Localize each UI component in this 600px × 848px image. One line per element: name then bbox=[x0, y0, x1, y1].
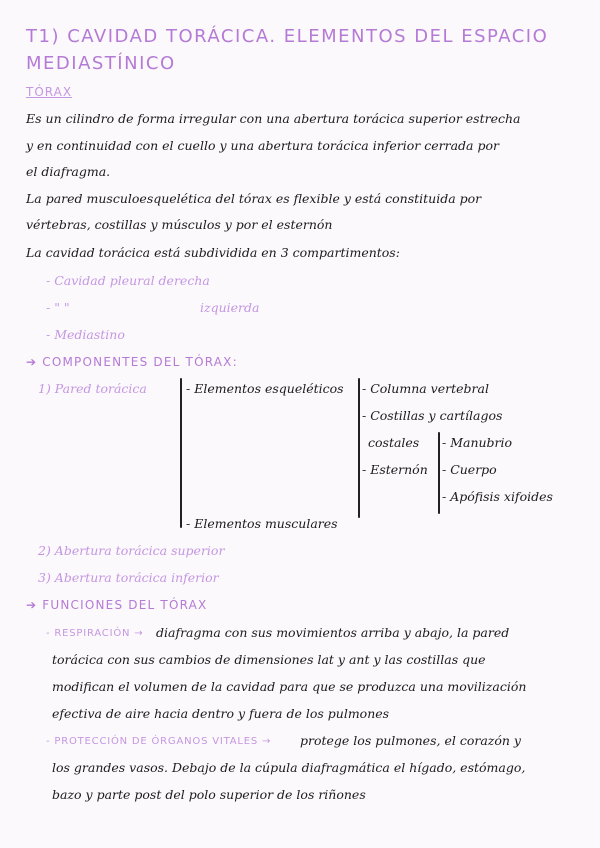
compartment-2-side: izquierda bbox=[200, 300, 260, 315]
respiracion-line-3: modifican el volumen de la cavidad para que se produzca una movilización bbox=[52, 679, 527, 694]
brace-pared bbox=[180, 378, 182, 528]
title-line-2: MEDIASTÍNICO bbox=[26, 53, 176, 74]
respiracion-line-1: diafragma con sus movimientos arriba y abajo, la pared bbox=[156, 625, 510, 640]
abertura-superior: 2) Abertura torácica superior bbox=[38, 543, 225, 558]
abertura-inferior: 3) Abertura torácica inferior bbox=[38, 570, 219, 585]
compartment-3: - Mediastino bbox=[46, 327, 125, 342]
apofisis-xifoides: - Apófisis xifoides bbox=[442, 489, 553, 504]
columna-vertebral: - Columna vertebral bbox=[362, 381, 489, 396]
intro-line-6: La cavidad torácica está subdividida en 3 compartimentos: bbox=[26, 245, 400, 260]
intro-line-3: el diafragma. bbox=[26, 164, 111, 179]
costales: costales bbox=[368, 435, 420, 450]
title-line-1: T1) CAVIDAD TORÁCICA. ELEMENTOS DEL ESPACIO bbox=[26, 26, 549, 47]
funciones-heading-text: FUNCIONES DEL TÓRAX bbox=[42, 598, 208, 612]
elementos-musculares: - Elementos musculares bbox=[186, 516, 338, 531]
compartment-2-ditto: - " " bbox=[46, 300, 70, 315]
intro-line-1: Es un cilindro de forma irregular con una abertura torácica superior estrecha bbox=[26, 111, 521, 126]
componentes-heading bbox=[26, 356, 238, 368]
respiracion-line-4: efectiva de aire hacia dentro y fuera de los pulmones bbox=[52, 706, 390, 721]
proteccion-line-3: bazo y parte post del polo superior de los riñones bbox=[52, 787, 366, 802]
proteccion-label: - PROTECCIÓN DE ÓRGANOS VITALES → bbox=[46, 736, 272, 747]
funciones-heading bbox=[26, 599, 207, 611]
respiracion-label: - RESPIRACIÓN → bbox=[46, 628, 144, 639]
torax-heading: TÓRAX bbox=[26, 85, 73, 99]
manubrio: - Manubrio bbox=[442, 435, 513, 450]
elementos-esqueleticos: - Elementos esqueléticos bbox=[186, 381, 344, 396]
proteccion-line-2: los grandes vasos. Debajo de la cúpula diafragmática el hígado, estómago, bbox=[52, 760, 526, 775]
brace-esqueleticos bbox=[358, 378, 360, 518]
cuerpo: - Cuerpo bbox=[442, 462, 497, 477]
compartment-1: - Cavidad pleural derecha bbox=[46, 273, 210, 288]
intro-line-4: La pared musculoesquelética del tórax es flexible y está constituida por bbox=[26, 191, 482, 206]
costillas-cartilagos: - Costillas y cartílagos bbox=[362, 408, 503, 423]
arrow-right-icon: ➔ bbox=[26, 355, 38, 369]
intro-line-5: vértebras, costillas y músculos y por el esternón bbox=[26, 217, 333, 232]
respiracion-line-2: torácica con sus cambios de dimensiones lat y ant y las costillas que bbox=[52, 652, 486, 667]
componentes-heading-text: COMPONENTES DEL TÓRAX: bbox=[42, 355, 238, 369]
brace-esternon bbox=[438, 432, 440, 514]
esternon: - Esternón bbox=[362, 462, 428, 477]
arrow-right-icon: ➔ bbox=[26, 598, 38, 612]
pared-toracica: 1) Pared torácica bbox=[38, 381, 147, 396]
proteccion-line-1: protege los pulmones, el corazón y bbox=[300, 733, 521, 748]
intro-line-2: y en continuidad con el cuello y una abertura torácica inferior cerrada por bbox=[26, 138, 499, 153]
